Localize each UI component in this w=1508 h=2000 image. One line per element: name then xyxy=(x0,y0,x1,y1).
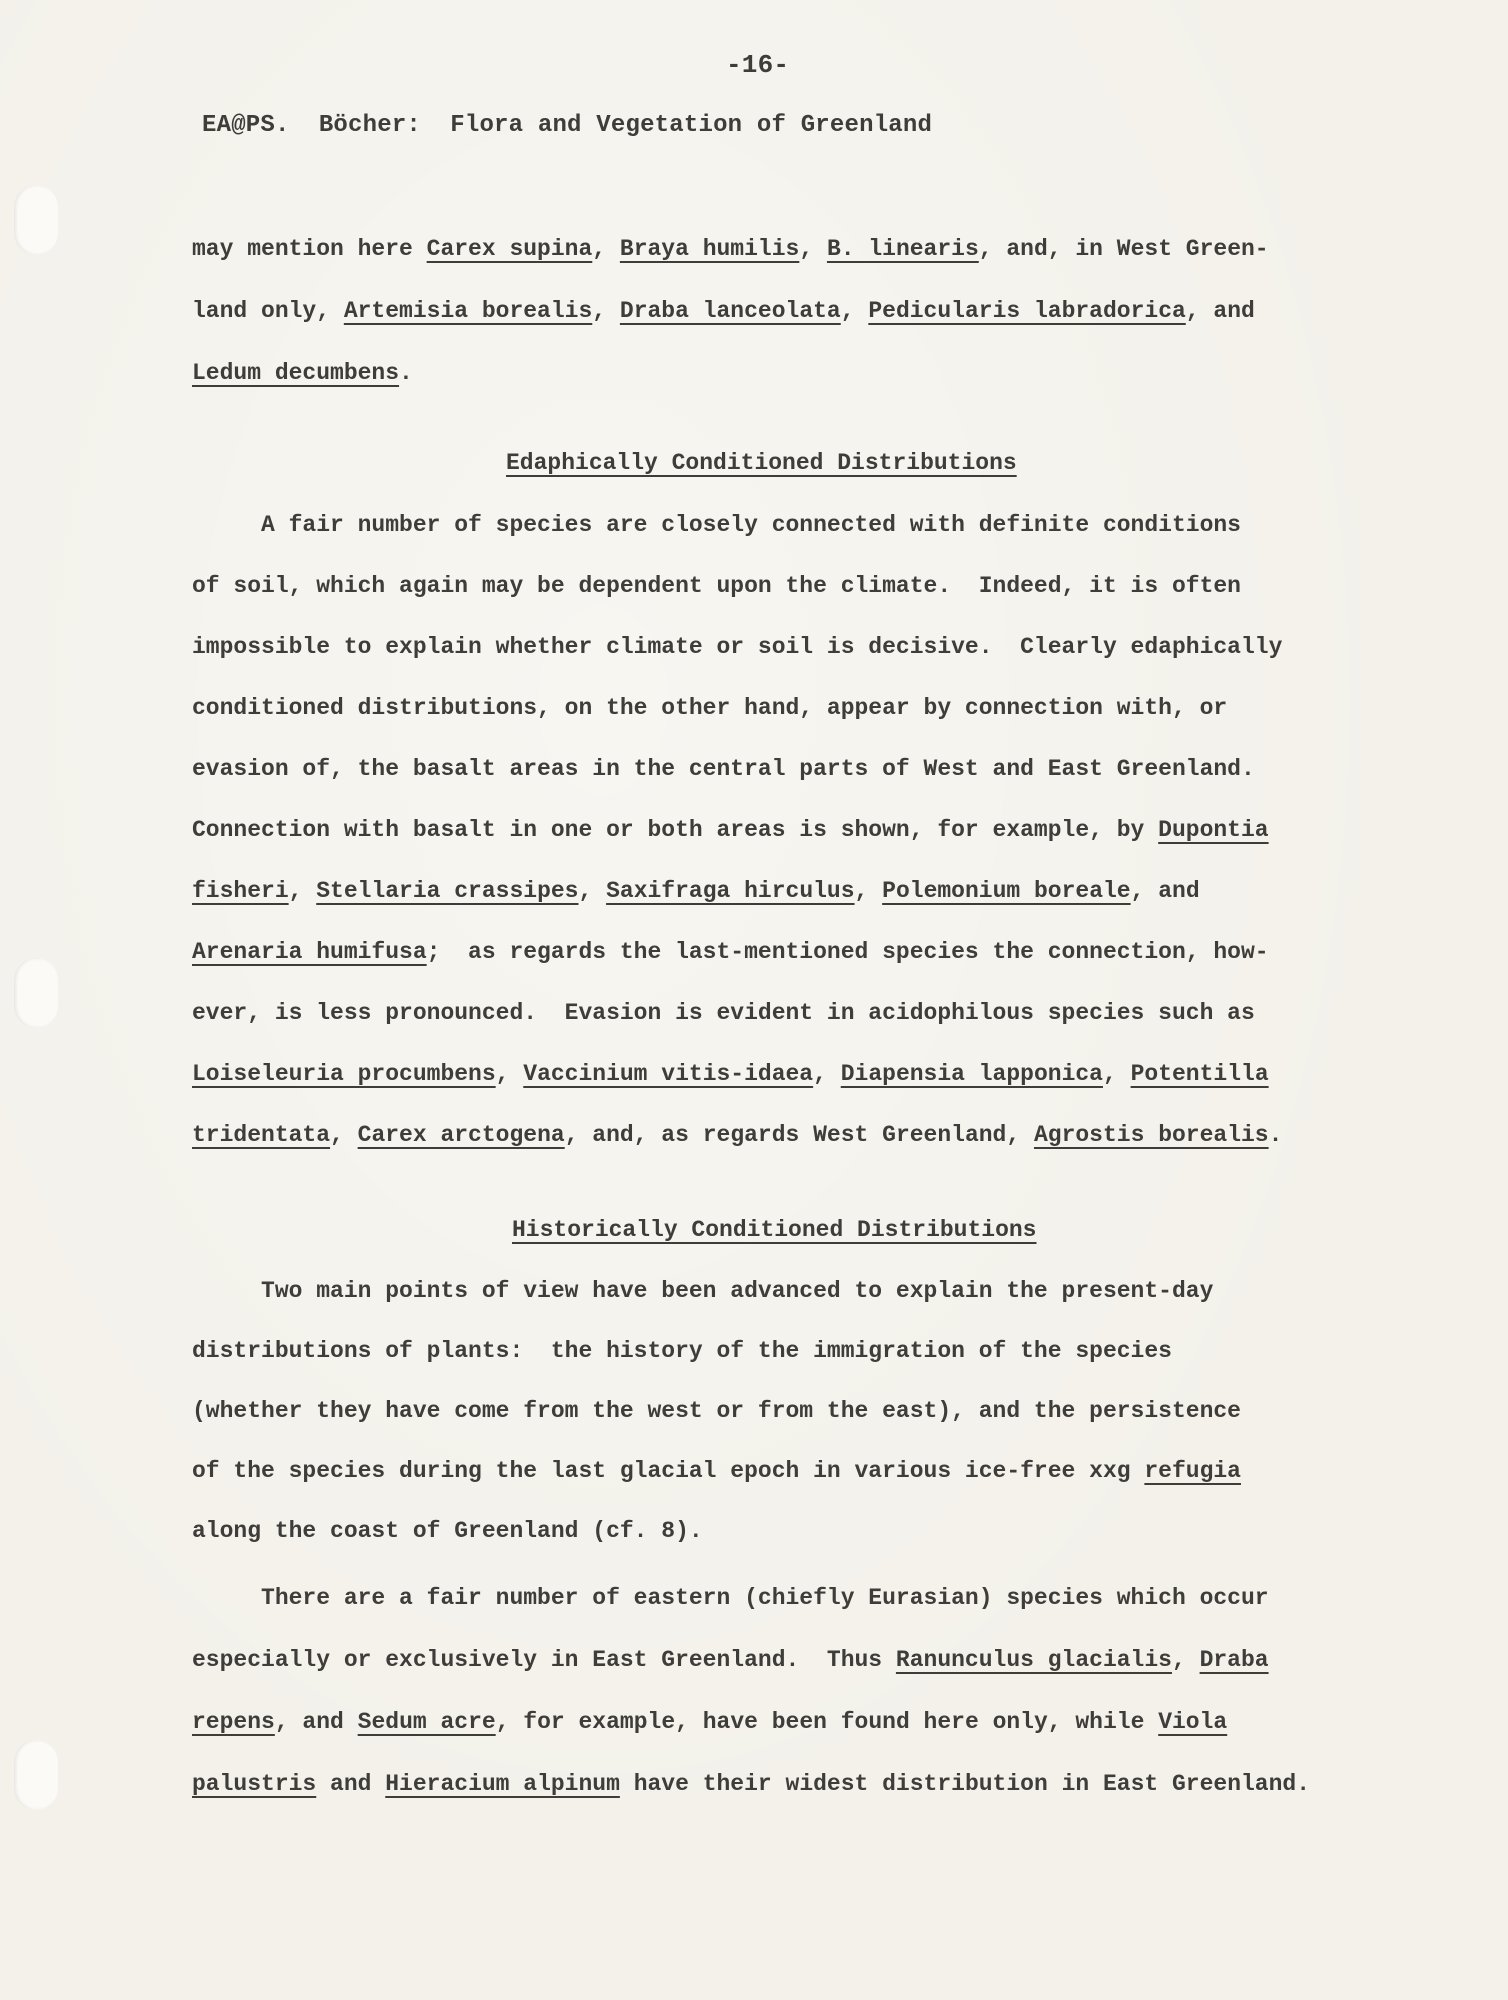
text-run: , and xyxy=(1185,298,1255,324)
species-name: Draba xyxy=(1199,1647,1269,1673)
text-line xyxy=(192,695,1227,721)
species-name: Carex arctogena xyxy=(357,1122,565,1148)
text-line xyxy=(192,298,1255,324)
text-run: Two main points of view have been advanced to explain the present-day xyxy=(192,1278,1214,1304)
text-run: have their widest distribution in East Greenland. xyxy=(619,1771,1311,1797)
text-run: evasion of, the basalt areas in the central parts of West and East Greenland. xyxy=(192,756,1255,782)
text-run: distributions of plants: the history of the immigration of the species xyxy=(192,1338,1172,1364)
text-line xyxy=(192,1771,1310,1797)
text-line xyxy=(192,1709,1227,1735)
text-line xyxy=(192,1122,1282,1148)
text-run: of soil, which again may be dependent upon the climate. Indeed, it is often xyxy=(192,573,1241,599)
species-name: Draba lanceolata xyxy=(619,298,841,324)
text-run: , xyxy=(578,878,607,904)
species-name: Vaccinium vitis-idaea xyxy=(523,1061,814,1087)
species-name: tridentata xyxy=(192,1122,331,1148)
page-number: -16- xyxy=(726,50,790,80)
text-run: , xyxy=(854,878,883,904)
text-line xyxy=(192,1518,703,1544)
text-line xyxy=(192,878,1200,904)
text-line xyxy=(192,939,1269,965)
species-name: Saxifraga hirculus xyxy=(606,878,855,904)
text-run: , xyxy=(592,236,620,262)
species-name: Sedum acre xyxy=(357,1709,496,1735)
section-heading-historic: Historically Conditioned Distributions xyxy=(512,1217,1037,1243)
text-line xyxy=(192,1647,1269,1673)
text-run: (whether they have come from the west or from the east), and the persistence xyxy=(192,1398,1241,1424)
text-run: , and, as regards West Greenland, xyxy=(564,1122,1034,1148)
species-name: Polemonium boreale xyxy=(882,878,1131,904)
text-run: . xyxy=(1268,1122,1283,1148)
punch-hole xyxy=(14,1740,58,1810)
text-run: may mention here xyxy=(192,236,427,262)
punch-hole xyxy=(14,185,58,255)
text-run: , xyxy=(799,236,827,262)
text-run: along the coast of Greenland (cf. 8). xyxy=(192,1518,703,1544)
text-line xyxy=(192,817,1269,843)
text-run: , xyxy=(1171,1647,1200,1673)
text-run: , and xyxy=(274,1709,358,1735)
text-run: , xyxy=(592,298,620,324)
text-run: , xyxy=(1102,1061,1131,1087)
running-header: EA@PS. Böcher: Flora and Vegetation of Greenland xyxy=(202,112,933,139)
text-run: , and xyxy=(1130,878,1200,904)
species-name: Stellaria crassipes xyxy=(316,878,579,904)
text-run: A fair number of species are closely connected with definite conditions xyxy=(192,512,1241,538)
text-run: ever, is less pronounced. Evasion is evident in acidophilous species such as xyxy=(192,1000,1255,1026)
punch-hole xyxy=(14,958,58,1028)
species-name: Diapensia lapponica xyxy=(840,1061,1103,1087)
text-line xyxy=(192,1585,1269,1611)
text-line xyxy=(192,573,1241,599)
text-line xyxy=(192,756,1255,782)
species-name: Pedicularis labradorica xyxy=(868,298,1186,324)
species-name: palustris xyxy=(192,1771,317,1797)
text-run: , xyxy=(813,1061,841,1087)
species-name: B. linearis xyxy=(826,236,979,262)
species-name: Arenaria humifusa xyxy=(192,939,427,965)
species-name: Braya humilis xyxy=(619,236,800,262)
text-line xyxy=(192,1278,1213,1304)
text-run: of the species during the last glacial epoch in various ice-free xxg xyxy=(192,1458,1145,1484)
text-run: and xyxy=(316,1771,386,1797)
species-name: Viola xyxy=(1158,1709,1228,1735)
species-name: repens xyxy=(192,1709,275,1735)
species-name: Loiseleuria procumbens xyxy=(192,1061,496,1087)
text-run: Connection with basalt in one or both areas is shown, for example, by xyxy=(192,817,1159,843)
text-run: , for example, have been found here only, while xyxy=(495,1709,1159,1735)
text-run: , xyxy=(495,1061,524,1087)
species-name: Hieracium alpinum xyxy=(385,1771,620,1797)
text-line xyxy=(192,236,1269,262)
species-name: refugia xyxy=(1144,1458,1241,1484)
text-run: conditioned distributions, on the other hand, appear by connection with, or xyxy=(192,695,1228,721)
text-run: ; as regards the last-mentioned species the connection, how- xyxy=(426,939,1269,965)
text-run: , xyxy=(288,878,317,904)
text-line xyxy=(192,634,1282,660)
text-run: especially or exclusively in East Greenland. Thus xyxy=(192,1647,896,1673)
text-run: , xyxy=(330,1122,358,1148)
text-line xyxy=(192,1338,1172,1364)
text-line xyxy=(192,1398,1241,1424)
section-heading-edaphic: Edaphically Conditioned Distributions xyxy=(506,450,1017,476)
species-name: Ranunculus glacialis xyxy=(895,1647,1172,1673)
species-name: Carex supina xyxy=(426,236,593,262)
text-line xyxy=(192,512,1241,538)
species-name: Artemisia borealis xyxy=(343,298,593,324)
text-run: , and, in West Green- xyxy=(978,236,1269,262)
text-line xyxy=(192,1000,1255,1026)
species-name: Ledum decumbens xyxy=(192,360,400,386)
text-run: land only, xyxy=(192,298,344,324)
text-line xyxy=(192,1458,1241,1484)
text-run: impossible to explain whether climate or soil is decisive. Clearly edaphically xyxy=(192,634,1283,660)
text-line xyxy=(192,360,413,386)
species-name: fisheri xyxy=(192,878,289,904)
text-line xyxy=(192,1061,1269,1087)
text-run: There are a fair number of eastern (chiefly Eurasian) species which occur xyxy=(192,1585,1269,1611)
text-run: , xyxy=(840,298,869,324)
species-name: Dupontia xyxy=(1158,817,1269,843)
species-name: Potentilla xyxy=(1130,1061,1269,1087)
species-name: Agrostis borealis xyxy=(1033,1122,1269,1148)
text-run: . xyxy=(399,360,413,386)
